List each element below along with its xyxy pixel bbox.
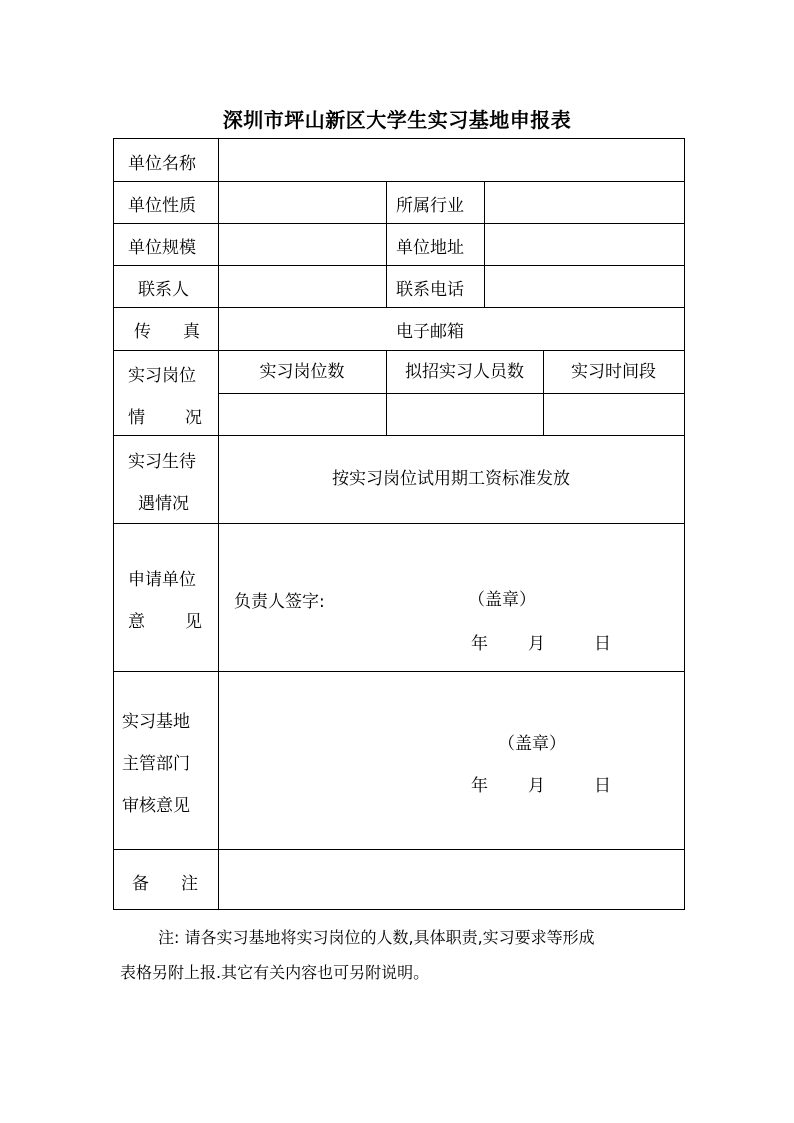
label-base-line2: 主管部门	[122, 754, 190, 774]
label-remarks	[132, 869, 198, 894]
date-day: 日	[594, 776, 611, 796]
label-char: 备	[132, 874, 149, 894]
column-divider	[386, 181, 387, 307]
column-divider	[218, 139, 219, 909]
row-divider	[114, 849, 684, 850]
header-positions-count: 实习岗位数	[259, 361, 345, 382]
label-treatment-line1: 实习生待	[128, 452, 196, 472]
label-applicant-line1: 申请单位	[128, 570, 196, 590]
row-divider	[114, 307, 684, 308]
row-divider	[218, 393, 684, 394]
row-divider	[114, 671, 684, 672]
label-unit-scale: 单位规模	[128, 238, 196, 258]
label-applicant-opinion	[128, 607, 202, 632]
label-char: 意	[128, 612, 145, 632]
page-title: 深圳市坪山新区大学生实习基地申报表	[222, 108, 572, 132]
label-char: 注	[181, 874, 198, 894]
label-base-line3: 审核意见	[122, 796, 190, 816]
header-period: 实习时间段	[571, 361, 656, 382]
label-unit-name: 单位名称	[128, 154, 196, 174]
label-fax-char1: 传	[134, 322, 151, 342]
date-day: 日	[594, 634, 611, 654]
label-contact: 联系人	[138, 280, 189, 300]
row-divider	[114, 523, 684, 524]
signature-label: 负责人签字:	[234, 592, 325, 612]
row-divider	[114, 265, 684, 266]
footnote-line2: 表格另附上报.其它有关内容也可另附说明。	[120, 963, 430, 982]
label-email: 电子邮箱	[396, 322, 464, 342]
row-divider	[114, 223, 684, 224]
date-year: 年	[471, 776, 488, 796]
label-char: 情	[128, 408, 145, 428]
label-phone: 联系电话	[396, 280, 464, 300]
treatment-value: 按实习岗位试用期工资标准发放	[332, 469, 570, 489]
column-divider	[484, 181, 485, 307]
application-form-table	[113, 138, 685, 910]
label-fax	[134, 317, 200, 342]
date-month: 月	[528, 776, 545, 796]
date-year: 年	[471, 634, 488, 654]
label-unit-nature: 单位性质	[128, 196, 196, 216]
footnote-line1: 注: 请各实习基地将实习岗位的人数,具体职责,实习要求等形成	[158, 928, 595, 947]
label-treatment-line2: 遇情况	[138, 494, 189, 514]
label-base-line1: 实习基地	[122, 712, 190, 732]
label-unit-address: 单位地址	[396, 238, 464, 258]
label-industry: 所属行业	[396, 196, 464, 216]
header-planned-interns: 拟招实习人员数	[405, 361, 524, 382]
label-char: 见	[185, 612, 202, 632]
row-divider	[114, 181, 684, 182]
label-char: 况	[185, 408, 202, 428]
seal-note: （盖章）	[468, 590, 536, 610]
label-fax-char2: 真	[183, 322, 200, 342]
label-positions-situation	[128, 403, 202, 428]
date-month: 月	[528, 634, 545, 654]
seal-note: （盖章）	[498, 734, 566, 754]
label-positions: 实习岗位	[128, 366, 196, 386]
